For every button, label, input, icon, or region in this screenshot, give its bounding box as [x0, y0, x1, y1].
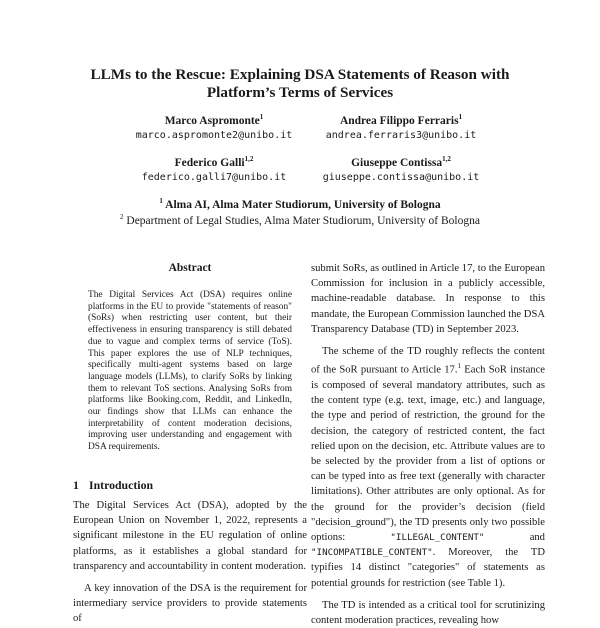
- author-name: Marco Aspromonte$^1$: [164, 113, 264, 127]
- paragraph: A key innovation of the DSA is the requirement for intermediary service providers to provide statements of: [73, 583, 307, 625]
- paragraph: The Digital Services Act (DSA), adopted by the European Union on November 1, 2022, represents a significant milestone in the EU regulation of online platforms, as it establishes a global standard for transparency and accountability in content moderation.: [73, 500, 307, 572]
- section-heading: 1 Introduction: [73, 478, 154, 492]
- code-literal: "INCOMPATIBLE_CONTENT": [311, 547, 433, 559]
- abstract-text: The Digital Services Act (DSA) requires online platforms in the EU to provide "statements of reason" (SoRs) when restricting user content, but their effectiveness in ensuring transparency is still debated due to vague and complex terms of service (ToS). This paper explores the use of NLP techniques, specifically multi-agent systems based on large language models (LLMs), to clarify SoRs by linking them to relevant ToS sections. Analysing SoRs from platforms like Booking.com, Reddit, and LinkedIn, our findings show that LLMs can enhance the interpretability of content moderation decisions, improving user understanding and engagement with DSA requirements.: [88, 290, 292, 453]
- author-name: Andrea Filippo Ferraris$^1$: [339, 113, 463, 127]
- abstract-heading: Abstract: [168, 262, 212, 274]
- author-block: [281, 110, 521, 143]
- code-literal: "ILLEGAL_CONTENT": [390, 531, 485, 543]
- author-email[interactable]: marco.aspromonte2@unibo.it: [135, 129, 293, 141]
- affiliation: $^1$ Alma AI, Alma Mater Studiorum, University of Bologna: [159, 197, 441, 211]
- author-name: Federico Galli$^{1,2}$: [174, 155, 254, 169]
- author-name: Giuseppe Contissa$^{1,2}$: [351, 155, 451, 169]
- author-email[interactable]: giuseppe.contissa@unibo.it: [322, 171, 480, 183]
- footnote-marker[interactable]: 1: [457, 362, 461, 371]
- author-email[interactable]: federico.galli7@unibo.it: [141, 171, 287, 183]
- title-line-1: LLMs to the Rescue: Explaining DSA Statements of Reason with: [90, 66, 510, 83]
- title-line-2: Platform’s Terms of Services: [206, 84, 394, 101]
- paper-title: [40, 66, 560, 102]
- paragraph: submit SoRs, as outlined in Article 17, to the European Commission for inclusion in a publicly accessible, machine-readable database. In response to this mandate, the European Commission launched the DSA Transparency Database (TD) in September 2023.: [311, 263, 545, 335]
- right-column-body: [311, 261, 545, 628]
- affiliation: $^2$ Department of Legal Studies, Alma Mater Studiorum, University of Bologna: [120, 213, 480, 227]
- author-block: [281, 152, 521, 185]
- author-email[interactable]: andrea.ferraris3@unibo.it: [325, 129, 477, 141]
- paragraph: The scheme of the TD roughly reflects the content of the SoR pursuant to Article 17.$^1$ Each SoR instance is composed of several mandatory attributes, such as the content type (e.g. text, image, etc.) and language, the type and period of restriction, the ground for the decision, the category of restricted content, the fact relied upon on the decision, etc. Attribute values are to be selected by the provider from a list of options or can be typed into as free text (generally with character limitations). Other attributes are only optional. As for the ground for the provider’s decision (field "decision_ground"), the TD presents only two possible options: "ILLEGAL_CONTENT" and "INCOMPATIBLE_CONTENT". Moreover, the TD typifies 14 distinct "categories" of statements as potential grounds for restriction (see Table 1).: [311, 346, 545, 589]
- left-column-body: [73, 498, 307, 627]
- paragraph: The TD is intended as a critical tool for scrutinizing content moderation practices, revealing how: [311, 599, 545, 626]
